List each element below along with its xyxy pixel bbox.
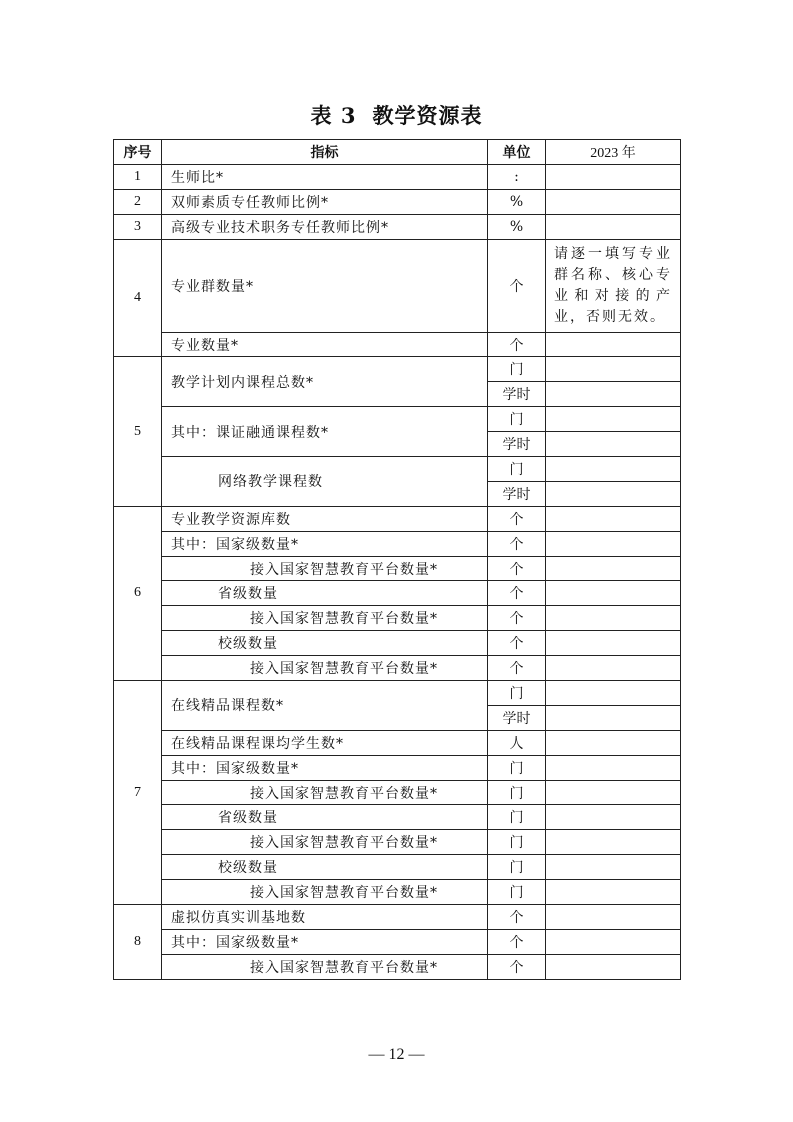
value-cell[interactable] (546, 656, 681, 681)
row-unit: 门 (488, 880, 546, 905)
table-number: 表 3 (310, 103, 357, 128)
row-indicator: 校级数量 (162, 631, 488, 656)
row-indicator: 接入国家智慧教育平台数量* (162, 830, 488, 855)
header-unit: 单位 (488, 140, 546, 165)
value-cell[interactable] (546, 581, 681, 606)
value-cell[interactable] (546, 929, 681, 954)
row-unit: 个 (488, 531, 546, 556)
row-unit: 个 (488, 631, 546, 656)
row-seq: 1 (114, 164, 162, 189)
value-cell[interactable] (546, 332, 681, 357)
row-unit: % (488, 189, 546, 214)
row-unit: 个 (488, 954, 546, 979)
table-row (114, 855, 681, 880)
table-row (114, 631, 681, 656)
value-cell[interactable] (546, 357, 681, 382)
row-indicator: 省级数量 (162, 805, 488, 830)
header-year: 2023 年 (546, 140, 681, 165)
row-indicator: 接入国家智慧教育平台数量* (162, 556, 488, 581)
row-indicator: 接入国家智慧教育平台数量* (162, 606, 488, 631)
header-indicator: 指标 (162, 140, 488, 165)
row-unit: 个 (488, 929, 546, 954)
table-row (114, 506, 681, 531)
row-unit: 学时 (488, 481, 546, 506)
row-unit: 个 (488, 332, 546, 357)
value-cell[interactable] (546, 432, 681, 457)
row-indicator: 专业群数量* (162, 239, 488, 332)
value-cell[interactable] (546, 755, 681, 780)
table-row (114, 830, 681, 855)
row-unit: 个 (488, 656, 546, 681)
row-unit: 门 (488, 830, 546, 855)
value-cell[interactable] (546, 189, 681, 214)
row-indicator: 教学计划内课程总数* (162, 357, 488, 407)
row-unit: 门 (488, 457, 546, 482)
row-unit: 门 (488, 357, 546, 382)
table-row (114, 457, 681, 482)
value-cell[interactable] (546, 506, 681, 531)
value-cell[interactable] (546, 681, 681, 706)
table-row (114, 656, 681, 681)
row-unit: 学时 (488, 432, 546, 457)
table-row (114, 730, 681, 755)
row-indicator: 接入国家智慧教育平台数量* (162, 954, 488, 979)
row-seq: 4 (114, 239, 162, 357)
value-cell[interactable] (546, 954, 681, 979)
value-cell[interactable] (546, 855, 681, 880)
row-unit: : (488, 164, 546, 189)
table-row (114, 681, 681, 706)
table-row (114, 581, 681, 606)
row-unit: 门 (488, 855, 546, 880)
row-unit: 个 (488, 606, 546, 631)
page-title (0, 100, 793, 130)
value-cell[interactable] (546, 905, 681, 930)
teaching-resources-table (113, 139, 681, 980)
row-unit: 门 (488, 407, 546, 432)
value-cell[interactable] (546, 805, 681, 830)
value-cell[interactable] (546, 880, 681, 905)
note-cell: 请逐一填写专业群名称、核心专业和对接的产业，否则无效。 (546, 239, 681, 332)
row-indicator: 虚拟仿真实训基地数 (162, 905, 488, 930)
row-unit: 个 (488, 506, 546, 531)
row-unit: 个 (488, 239, 546, 332)
row-indicator: 专业教学资源库数 (162, 506, 488, 531)
table-row (114, 164, 681, 189)
table-header-row (114, 140, 681, 165)
table-row (114, 905, 681, 930)
value-cell[interactable] (546, 531, 681, 556)
value-cell[interactable] (546, 830, 681, 855)
row-seq: 7 (114, 681, 162, 905)
row-unit: 门 (488, 780, 546, 805)
table-row (114, 755, 681, 780)
value-cell[interactable] (546, 214, 681, 239)
row-indicator: 在线精品课程数* (162, 681, 488, 731)
row-unit: 个 (488, 556, 546, 581)
value-cell[interactable] (546, 705, 681, 730)
row-unit: 学时 (488, 705, 546, 730)
table-row (114, 929, 681, 954)
row-unit: 个 (488, 905, 546, 930)
row-indicator: 其中：国家级数量* (162, 929, 488, 954)
table-row (114, 189, 681, 214)
table-row (114, 332, 681, 357)
table-title: 教学资源表 (372, 103, 483, 128)
value-cell[interactable] (546, 556, 681, 581)
row-indicator: 其中：国家级数量* (162, 755, 488, 780)
table-row (114, 214, 681, 239)
row-unit: 门 (488, 681, 546, 706)
table-row (114, 805, 681, 830)
row-unit: 学时 (488, 382, 546, 407)
table-row (114, 780, 681, 805)
value-cell[interactable] (546, 606, 681, 631)
row-indicator: 接入国家智慧教育平台数量* (162, 656, 488, 681)
value-cell[interactable] (546, 481, 681, 506)
row-indicator: 校级数量 (162, 855, 488, 880)
table-row (114, 239, 681, 332)
row-indicator: 网络教学课程数 (162, 457, 488, 507)
row-indicator: 省级数量 (162, 581, 488, 606)
header-seq: 序号 (114, 140, 162, 165)
row-unit: 人 (488, 730, 546, 755)
table-row (114, 880, 681, 905)
value-cell[interactable] (546, 457, 681, 482)
value-cell[interactable] (546, 730, 681, 755)
row-seq: 6 (114, 506, 162, 680)
row-unit: 个 (488, 581, 546, 606)
row-indicator: 双师素质专任教师比例* (162, 189, 488, 214)
value-cell[interactable] (546, 631, 681, 656)
row-indicator: 其中：国家级数量* (162, 531, 488, 556)
table-row (114, 954, 681, 979)
row-seq: 5 (114, 357, 162, 506)
value-cell[interactable] (546, 407, 681, 432)
row-indicator: 接入国家智慧教育平台数量* (162, 880, 488, 905)
row-seq: 2 (114, 189, 162, 214)
table-row (114, 531, 681, 556)
table-row (114, 357, 681, 382)
page-number: — 12 — (368, 1046, 425, 1063)
row-seq: 8 (114, 905, 162, 980)
row-indicator: 在线精品课程课均学生数* (162, 730, 488, 755)
row-indicator: 专业数量* (162, 332, 488, 357)
row-indicator: 高级专业技术职务专任教师比例* (162, 214, 488, 239)
value-cell[interactable] (546, 382, 681, 407)
row-unit: % (488, 214, 546, 239)
table-row (114, 606, 681, 631)
row-indicator: 接入国家智慧教育平台数量* (162, 780, 488, 805)
value-cell[interactable] (546, 780, 681, 805)
row-seq: 3 (114, 214, 162, 239)
row-indicator: 其中：课证融通课程数* (162, 407, 488, 457)
row-unit: 门 (488, 755, 546, 780)
value-cell[interactable] (546, 164, 681, 189)
row-unit: 门 (488, 805, 546, 830)
row-indicator: 生师比* (162, 164, 488, 189)
table-row (114, 407, 681, 432)
table-row (114, 556, 681, 581)
